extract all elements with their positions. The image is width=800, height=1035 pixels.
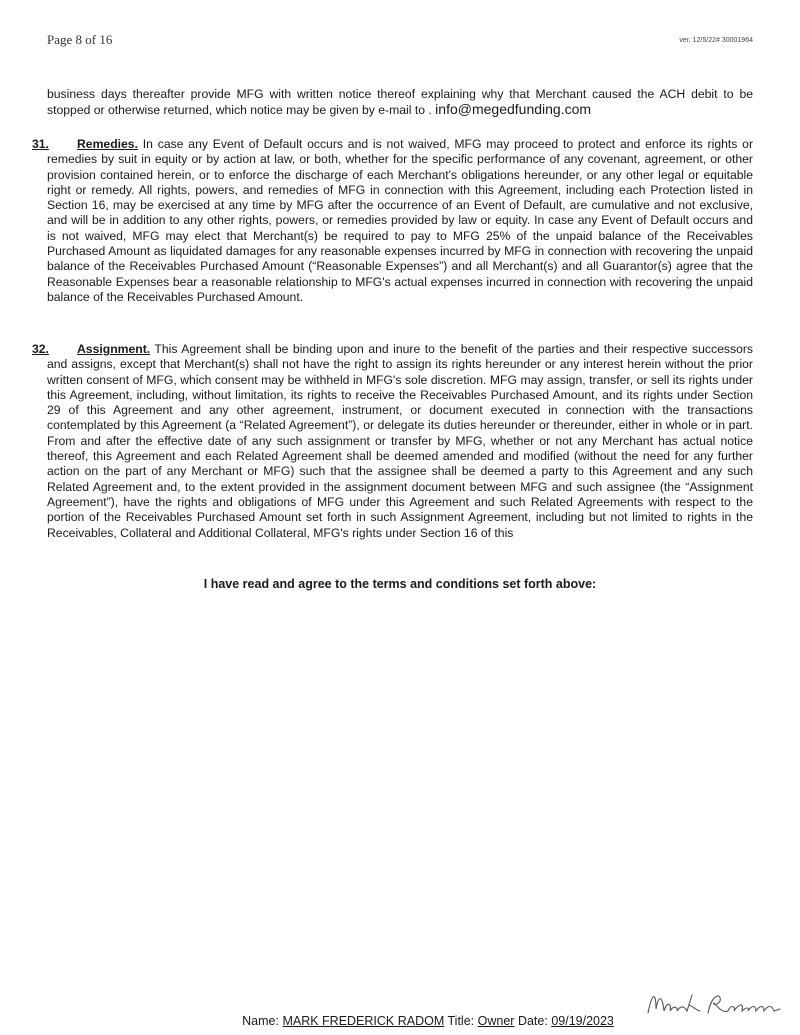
signed-date: 09/19/2023 xyxy=(551,1014,614,1028)
section-31-number: 31. xyxy=(32,137,49,151)
date-label: Date: xyxy=(517,1014,548,1028)
continued-paragraph xyxy=(47,87,753,119)
section-32 xyxy=(32,342,753,541)
continued-text: business days thereafter provide MFG with written notice thereof explaining why that Merchant caused the ACH debit to be stopped or otherwise returned, which notice may be given by e-mail to . xyxy=(47,87,753,118)
page-number: Page 8 of 16 xyxy=(47,32,113,47)
section-31-text: In case any Event of Default occurs and is not waived, MFG may proceed to protect and enforce its rights or remedies by suit in equity or by action at law, or both, whether for the specific performance of any covenant, agreement, or other provision contained herein, or to enforce the discharge of each Merchant's obligations hereunder, or any other legal or equitable right or remedy. All rights, powers, and remedies of MFG in connection with this Agreement, including each Protection listed in Section 16, may be exercised at any time by MFG after the occurrence of an Event of Default, are cumulative and not exclusive, and will be in addition to any other rights, powers, or remedies provided by law or equity. In case any Event of Default occurs and is not waived, MFG may elect that Merchant(s) be required to pay to MFG 25% of the unpaid balance of the Receivables Purchased Amount as liquidated damages for any reasonable expenses incurred by MFG in connection with recovering the unpaid balance of the Receivables Purchased Amount (“Reasonable Expenses”) and all Merchant(s) and all Guarantor(s) agree that the Reasonable Expenses bear a reasonable relationship to MFG's actual expenses incurred in connection with recovering the unpaid balance of the Receivables Purchased Amount. xyxy=(47,137,753,304)
contact-email: info@megedfunding.com xyxy=(435,101,592,118)
signature-line xyxy=(0,1014,800,1028)
version-stamp: ver. 12/5/22# 30001964 xyxy=(679,37,753,44)
section-31-title: Remedies. xyxy=(77,137,138,151)
section-31 xyxy=(32,137,753,305)
signer-title: Owner xyxy=(477,1014,515,1028)
section-32-title: Assignment. xyxy=(77,342,151,356)
title-label: Title: xyxy=(447,1014,475,1028)
agreement-statement: I have read and agree to the terms and conditions set forth above: xyxy=(203,577,597,591)
name-label: Name: xyxy=(242,1014,279,1028)
section-32-text: This Agreement shall be binding upon and inure to the benefit of the parties and their respective successors and assigns, except that Merchant(s) shall not have the right to assign its rights hereunder or any interest herein without the prior written consent of MFG, which consent may be withheld in MFG's sole discretion. MFG may assign, transfer, or sell its rights under this Agreement, including, without limitation, its rights to receive the Receivables Purchased Amount, and its rights under Section 29 of this Agreement and any other agreement, instrument, or document executed in connection with the transactions contemplated by this Agreement (a “Related Agreement”), or delegate its duties hereunder or thereunder, either in whole or in part. From and after the effective date of any such assignment or transfer by MFG, whether or not any Merchant has actual notice thereof, this Agreement and each Related Agreement shall be deemed amended and modified (without the need for any further action on the part of any Merchant or MFG) such that the assignee shall be deemed a party to this Agreement and any such Related Agreement and, to the extent provided in the assignment document between MFG and such assignee (the “Assignment Agreement”), have the rights and obligations of MFG under this Agreement and such Related Agreements with respect to the portion of the Receivables Purchased Amount set forth in such Assignment Agreement, including but not limited to rights in the Receivables, Collateral and Additional Collateral, MFG's rights under Section 16 of this xyxy=(47,342,753,540)
section-32-number: 32. xyxy=(32,342,49,356)
signer-name: MARK FREDERICK RADOM xyxy=(282,1014,445,1028)
